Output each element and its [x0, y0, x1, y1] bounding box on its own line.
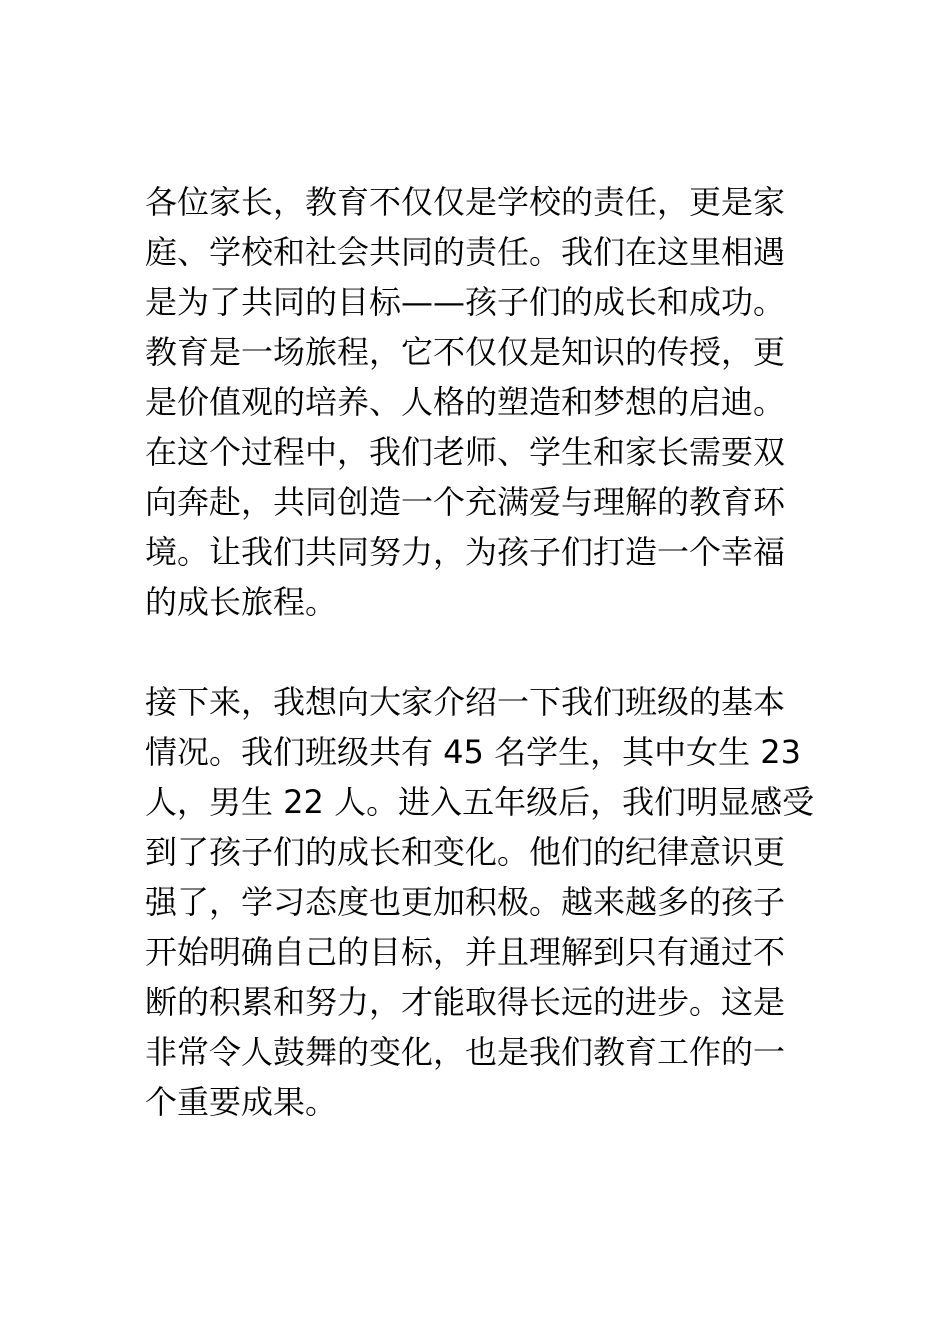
paragraph-1 [145, 177, 810, 627]
text-line: 强了，学习态度也更加积极。越来越多的孩子 [145, 883, 786, 921]
text-line: 是价值观的培养、人格的塑造和梦想的启迪。 [145, 383, 786, 421]
text-line: 人，男生 22 人。进入五年级后，我们明显感受 [145, 783, 815, 821]
text-line: 向奔赴，共同创造一个充满爱与理解的教育环 [145, 483, 786, 521]
paragraph-2 [145, 677, 815, 1127]
text-line: 个重要成果。 [145, 1083, 338, 1121]
text-line: 各位家长，教育不仅仅是学校的责任，更是家 [145, 183, 786, 221]
text-line: 接下来，我想向大家介绍一下我们班级的基本 [145, 683, 786, 721]
paragraph-spacer [145, 627, 810, 677]
text-line: 是为了共同的目标——孩子们的成长和成功。 [145, 283, 786, 321]
document-body [145, 177, 815, 1127]
text-line: 非常令人鼓舞的变化，也是我们教育工作的一 [145, 1033, 786, 1071]
text-line: 到了孩子们的成长和变化。他们的纪律意识更 [145, 833, 786, 871]
text-line: 教育是一场旅程，它不仅仅是知识的传授，更 [145, 333, 786, 371]
text-line: 的成长旅程。 [145, 583, 338, 621]
text-line: 开始明确自己的目标，并且理解到只有通过不 [145, 933, 786, 971]
text-line: 庭、学校和社会共同的责任。我们在这里相遇 [145, 233, 786, 271]
text-line: 境。让我们共同努力，为孩子们打造一个幸福 [145, 533, 786, 571]
text-line: 在这个过程中，我们老师、学生和家长需要双 [145, 433, 786, 471]
text-line: 断的积累和努力，才能取得长远的进步。这是 [145, 983, 786, 1021]
text-line: 情况。我们班级共有 45 名学生，其中女生 23 [145, 733, 801, 771]
